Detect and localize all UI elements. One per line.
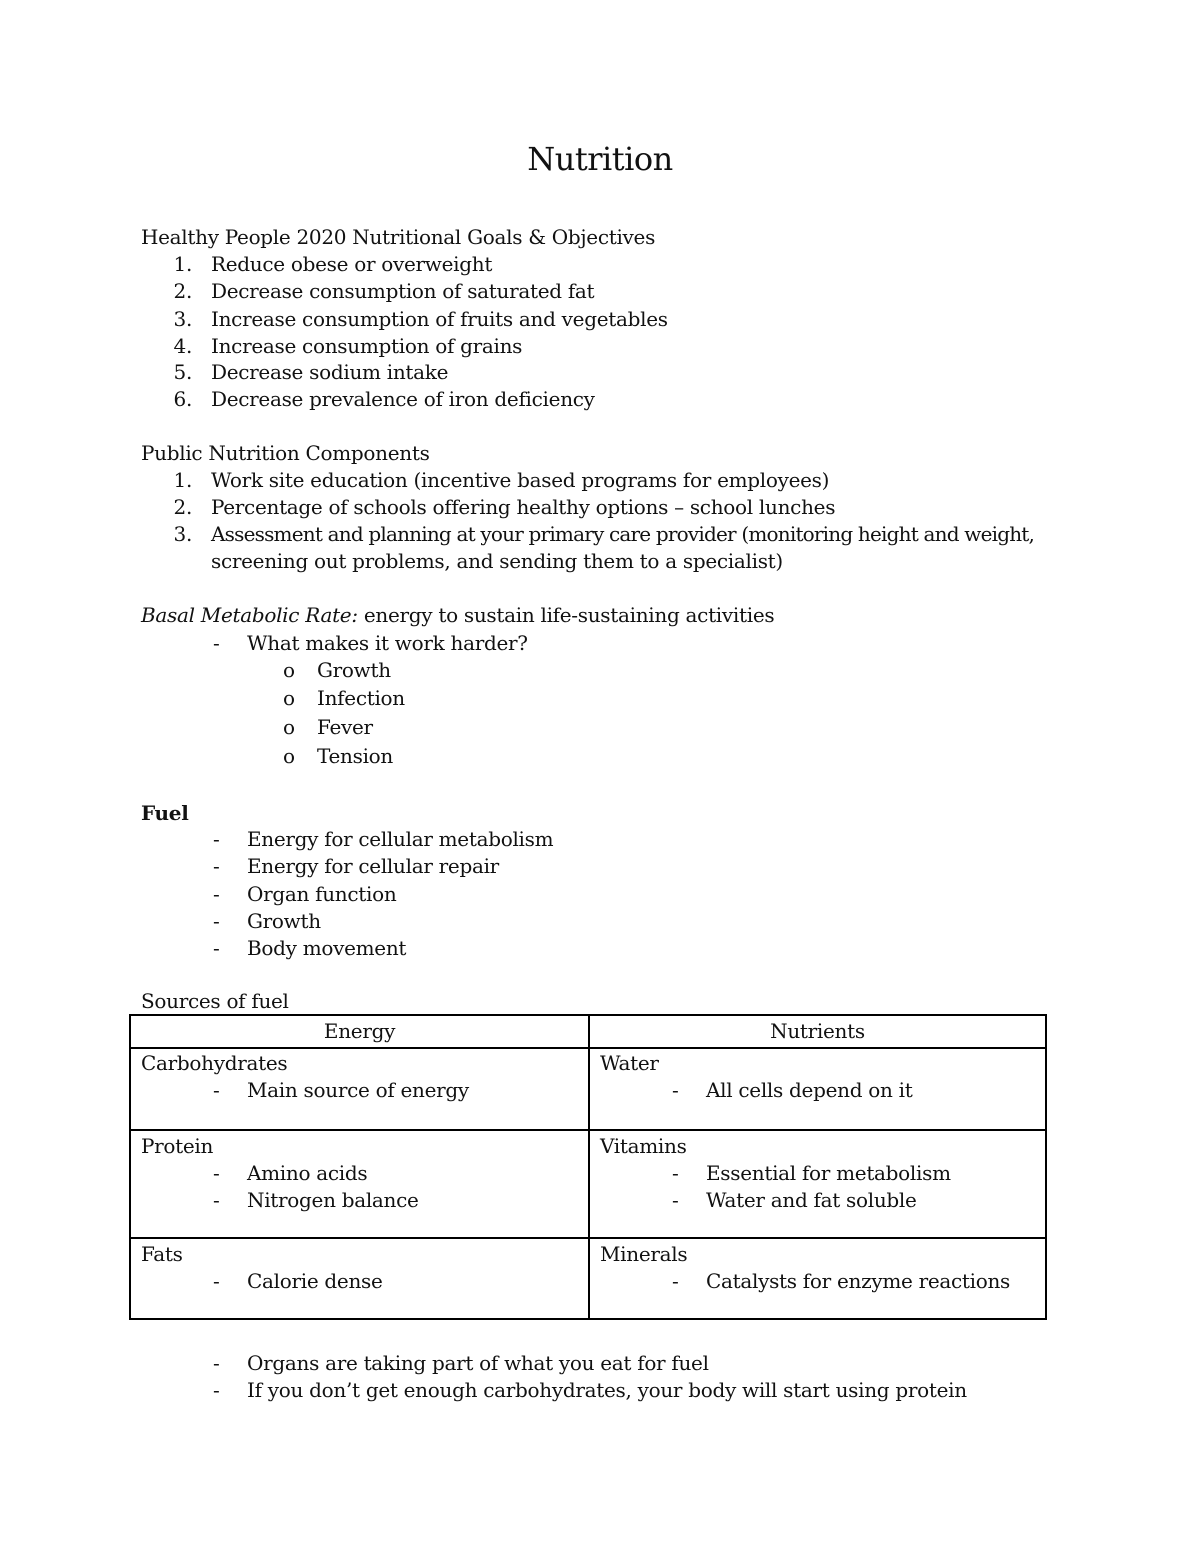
table-cell-fats: Fats - Calorie dense — [141, 1242, 383, 1293]
bmr-definition — [141, 602, 774, 629]
bmr-term: Basal Metabolic Rate: — [141, 603, 358, 627]
cell-title: Minerals — [600, 1242, 688, 1266]
cell-title: Carbohydrates — [141, 1051, 288, 1075]
table-cell-minerals: Minerals - Catalysts for enzyme reactions — [600, 1242, 1011, 1293]
document-page: Nutrition Healthy People 2020 Nutritional Goals & Objectives 1. Reduce obese or overweight 2. Decrease consumption of saturated fat 3. Increase consumption of fruits and vegetables 4. Increase consumption of grains 5. Decrease sodium intake 6. Decrease prevalence of iron deficiency Public Nutrition Components 1. Work site education (incentive based programs for employees) 2. Percentage of schools offering healthy options – school lunches 3. Assessment and planning at your primary care provider (monitoring height and weight, screening out problems, and sending them to a specialist) Basal Metabolic Rate: energy to sustain life-sustaining activities - What makes it work harder? o Growth o Infection o Fever o Tension Fuel - Energy for cellular metabolism - Energy for cellular repair - Organ function - Growth - Body movement Sources of fuel Energy Nutrients Carbohydrates - Main source of energy Water - All cells depend on it Protein - Amino acids - Nitrogen balance Vitamins - Essential for metabolism - Water and fat soluble Fats - Calorie dense Minerals - Catalysts for enzyme reactions - Organs are taking part of what you eat for fuel - If you don’t get enough carbohydrates, your body will start using protein — [0, 0, 1200, 1553]
page-title: Nutrition — [527, 140, 673, 178]
components-heading: Public Nutrition Components — [141, 441, 430, 465]
fuel-heading: Fuel — [141, 801, 189, 825]
list-item-continuation: screening out problems, and sending them to a specialist) — [211, 549, 783, 573]
sources-table — [129, 1014, 1047, 1320]
table-cell-carbohydrates: Carbohydrates - Main source of energy — [141, 1051, 469, 1102]
table-cell-vitamins: Vitamins - Essential for metabolism - Water and fat soluble — [600, 1134, 951, 1212]
cell-title: Water — [600, 1051, 659, 1075]
cell-title: Vitamins — [600, 1134, 687, 1158]
bmr-definition-text: energy to sustain life-sustaining activities — [357, 603, 775, 627]
goals-heading: Healthy People 2020 Nutritional Goals & Objectives — [141, 225, 656, 249]
table-header-nutrients: Nutrients — [770, 1019, 865, 1043]
sources-caption: Sources of fuel — [141, 989, 289, 1013]
cell-title: Protein — [141, 1134, 214, 1158]
table-cell-protein: Protein - Amino acids - Nitrogen balance — [141, 1134, 419, 1212]
cell-title: Fats — [141, 1242, 183, 1266]
table-header-energy: Energy — [323, 1019, 396, 1043]
table-cell-water: Water - All cells depend on it — [600, 1051, 913, 1102]
